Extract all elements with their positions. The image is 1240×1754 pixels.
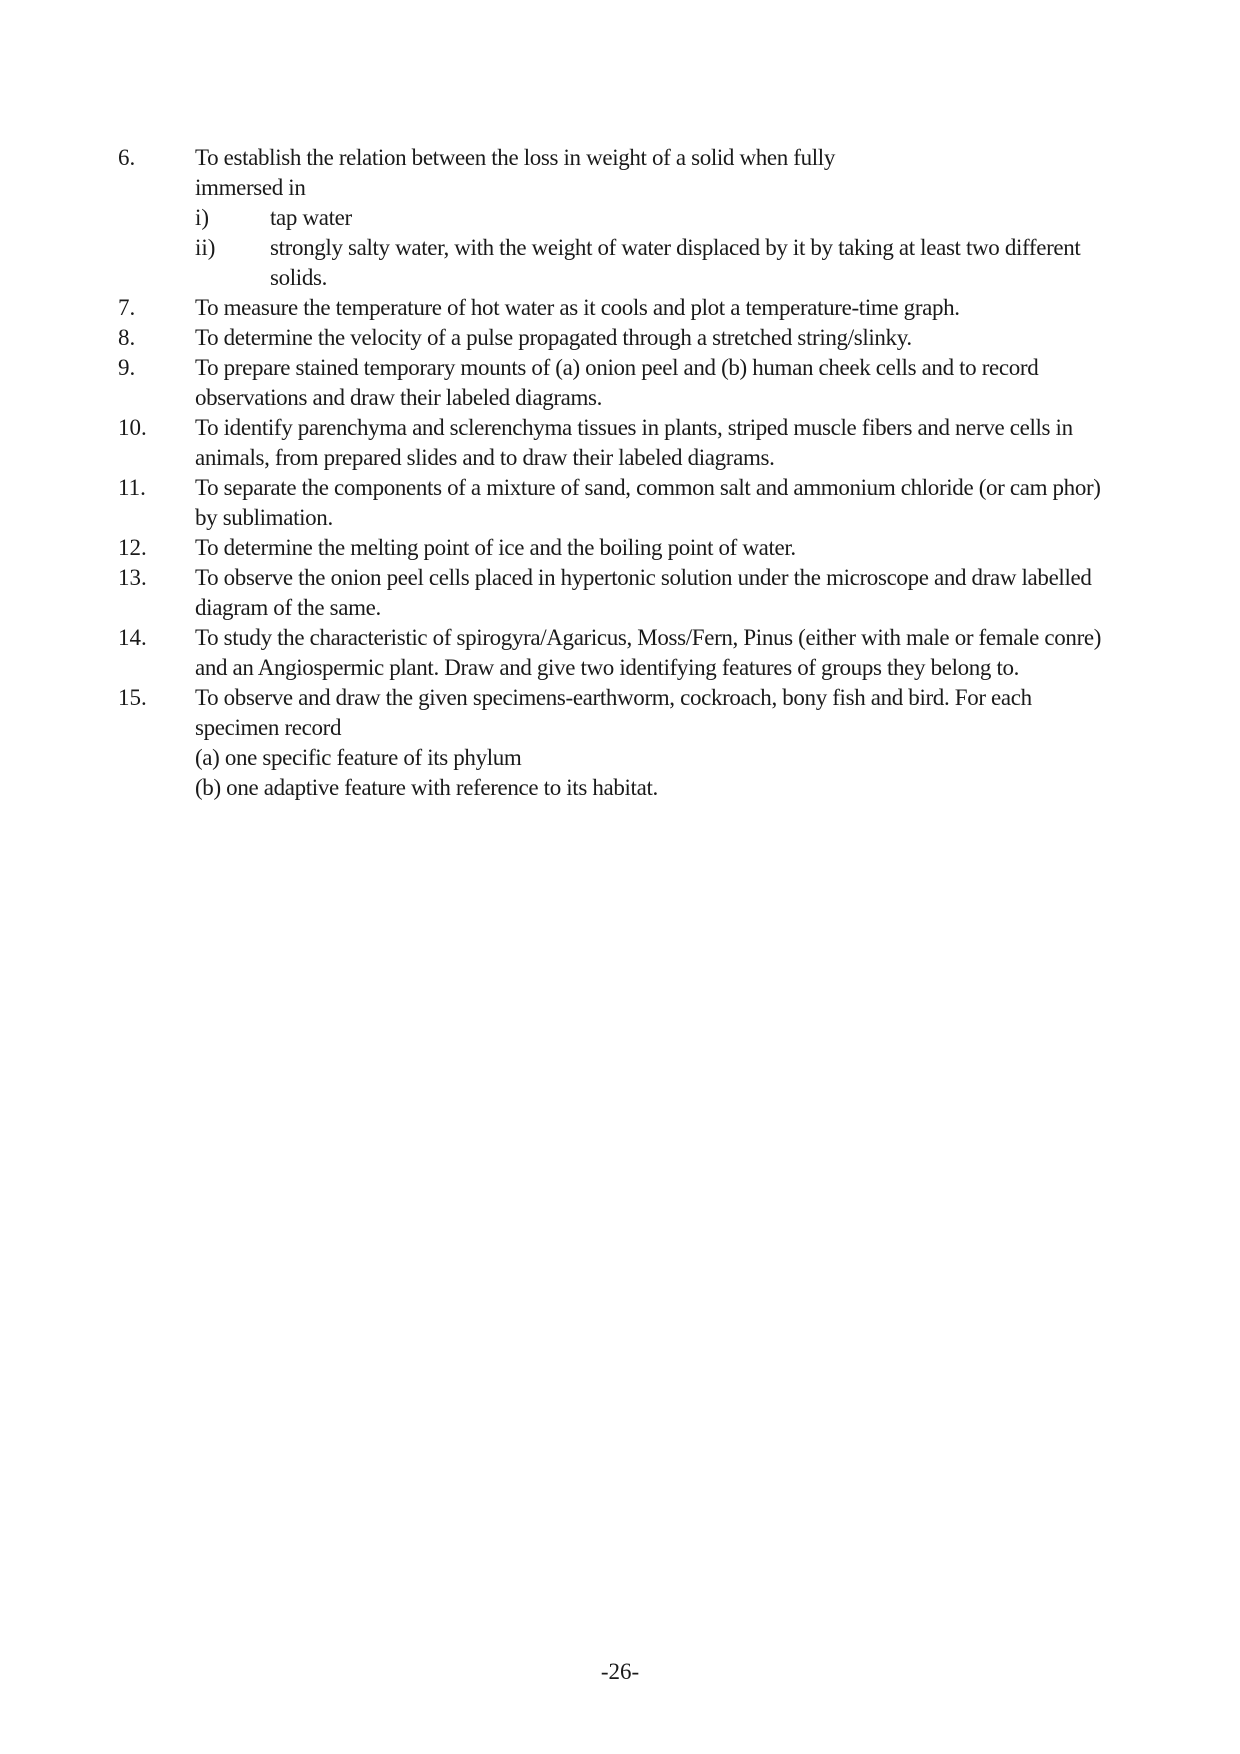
item-text: To observe the onion peel cells placed in hypertonic solution under the microscope and draw labelled diagram of the same. [195, 565, 1092, 620]
item-text: To prepare stained temporary mounts of (a) onion peel and (b) human cheek cells and to record observations and draw their labeled diagrams. [195, 355, 1039, 410]
list-item [118, 623, 1118, 683]
item-body [195, 323, 1118, 353]
sub-item [195, 203, 1118, 233]
item-number: 11. [118, 475, 146, 500]
item-text: To determine the velocity of a pulse propagated through a stretched string/slinky. [195, 325, 912, 350]
item-number: 7. [118, 295, 136, 320]
item-text: To separate the components of a mixture of sand, common salt and ammonium chloride (or cam phor) by sublimation. [195, 475, 1101, 530]
item-number: 12. [118, 535, 147, 560]
item-text: To measure the temperature of hot water as it cools and plot a temperature-time graph. [195, 295, 960, 320]
item-text: To observe and draw the given specimens-earthworm, cockroach, bony fish and bird. For each specimen record [195, 685, 1032, 740]
item-body [195, 293, 1118, 323]
item-body [195, 683, 1118, 803]
sub-item [195, 233, 1118, 293]
item-text: To establish the relation between the loss in weight of a solid when fully immersed in [195, 145, 835, 200]
sub-item-text: strongly salty water, with the weight of water displaced by it by taking at least two different solids. [270, 235, 1081, 290]
item-body [195, 353, 1118, 413]
list-item [118, 533, 1118, 563]
list-item [118, 413, 1118, 473]
list-item [118, 353, 1118, 413]
item-number: 8. [118, 325, 136, 350]
item-number: 13. [118, 565, 147, 590]
experiment-list [118, 143, 1118, 803]
item-text: To identify parenchyma and sclerenchyma tissues in plants, striped muscle fibers and nerve cells in animals, from prepared slides and to draw their labeled diagrams. [195, 415, 1073, 470]
item-body [195, 413, 1118, 473]
item-text: To determine the melting point of ice and the boiling point of water. [195, 535, 796, 560]
item-number: 14. [118, 625, 147, 650]
list-item [118, 563, 1118, 623]
list-item [118, 473, 1118, 533]
list-item [118, 143, 1118, 293]
item-number: 9. [118, 355, 136, 380]
item-number: 6. [118, 145, 136, 170]
item-extra-line: (a) one specific feature of its phylum [195, 745, 522, 770]
sub-item-number: ii) [195, 235, 216, 260]
sub-item-text: tap water [270, 205, 352, 230]
item-extra-line: (b) one adaptive feature with reference to its habitat. [195, 775, 658, 800]
item-body [195, 473, 1118, 533]
item-text: To study the characteristic of spirogyra/Agaricus, Moss/Fern, Pinus (either with male or female conre) and an Angiospermic plant. Draw and give two identifying features of groups they belong to. [195, 625, 1102, 680]
sub-item-number: i) [195, 205, 210, 230]
item-number: 10. [118, 415, 147, 440]
item-body [195, 533, 1118, 563]
page-number: -26- [600, 1659, 640, 1684]
list-item [118, 293, 1118, 323]
list-item [118, 323, 1118, 353]
list-item [118, 683, 1118, 803]
item-body [195, 143, 1118, 293]
item-number: 15. [118, 685, 147, 710]
item-body [195, 563, 1118, 623]
item-body [195, 623, 1118, 683]
